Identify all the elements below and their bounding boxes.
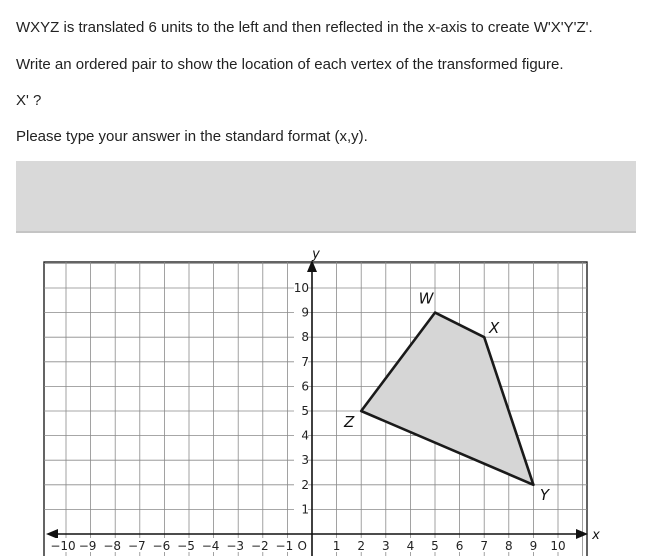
- y-tick-label: 5: [301, 404, 309, 418]
- x-tick-label: 6: [455, 539, 464, 553]
- origin-label: O: [297, 539, 307, 553]
- question-line-2: Write an ordered pair to show the location of each vertex of the transformed figure.: [16, 56, 564, 73]
- y-tick-label: 9: [301, 305, 309, 320]
- y-tick-label: 8: [301, 330, 309, 345]
- y-tick-label: 7: [301, 354, 309, 369]
- y-axis-label: y: [312, 247, 320, 262]
- coordinate-graph: [0, 240, 672, 556]
- vertex-label-z: Z: [344, 413, 355, 431]
- x-tick-label: −3: [226, 539, 245, 553]
- x-tick-label: 7: [480, 539, 489, 553]
- vertex-label-y: Y: [539, 485, 549, 504]
- x-tick-label: 9: [529, 539, 538, 553]
- question-line-1: WXYZ is translated 6 units to the left and then reflected in the x-axis to create W'X'Y'Z'.: [16, 19, 593, 36]
- x-tick-label: −1: [275, 539, 294, 553]
- x-axis-right-arrow: [576, 529, 588, 539]
- polygon-wxyz: [343, 290, 551, 504]
- x-tick-label: −4: [201, 539, 220, 553]
- x-axis-label: x: [592, 528, 600, 543]
- y-tick-label: 6: [301, 379, 309, 394]
- question-prompt: X' ?: [16, 92, 42, 109]
- y-tick-label: 4: [301, 428, 309, 443]
- answer-input[interactable]: [16, 161, 636, 233]
- x-tick-label: 8: [504, 539, 513, 553]
- x-axis-left-arrow: [46, 529, 58, 539]
- polygon-fill: [361, 313, 533, 485]
- x-tick-label: −8: [103, 539, 122, 553]
- x-tick-label: −2: [250, 539, 269, 553]
- y-tick-label: 1: [301, 502, 309, 517]
- x-tick-label: 5: [431, 539, 439, 553]
- x-tick-label: 1: [332, 539, 341, 553]
- y-tick-label: 3: [301, 453, 309, 468]
- x-tick-label: −7: [127, 539, 146, 553]
- x-tick-label: −5: [177, 539, 195, 553]
- x-tick-label: 4: [406, 539, 415, 553]
- x-tick-label: 10: [550, 539, 566, 553]
- x-tick-label: −9: [78, 539, 97, 553]
- x-tick-label: −6: [152, 539, 171, 553]
- vertex-label-x: X: [489, 319, 500, 338]
- x-tick-label: 3: [381, 539, 390, 553]
- vertex-label-w: W: [418, 289, 434, 308]
- x-tick-label: 2: [357, 539, 366, 553]
- question-instructions: Please type your answer in the standard format (x,y).: [16, 128, 368, 145]
- x-tick-label: −10: [50, 539, 76, 553]
- y-tick-label: 10: [293, 281, 309, 295]
- y-tick-label: 2: [301, 477, 309, 492]
